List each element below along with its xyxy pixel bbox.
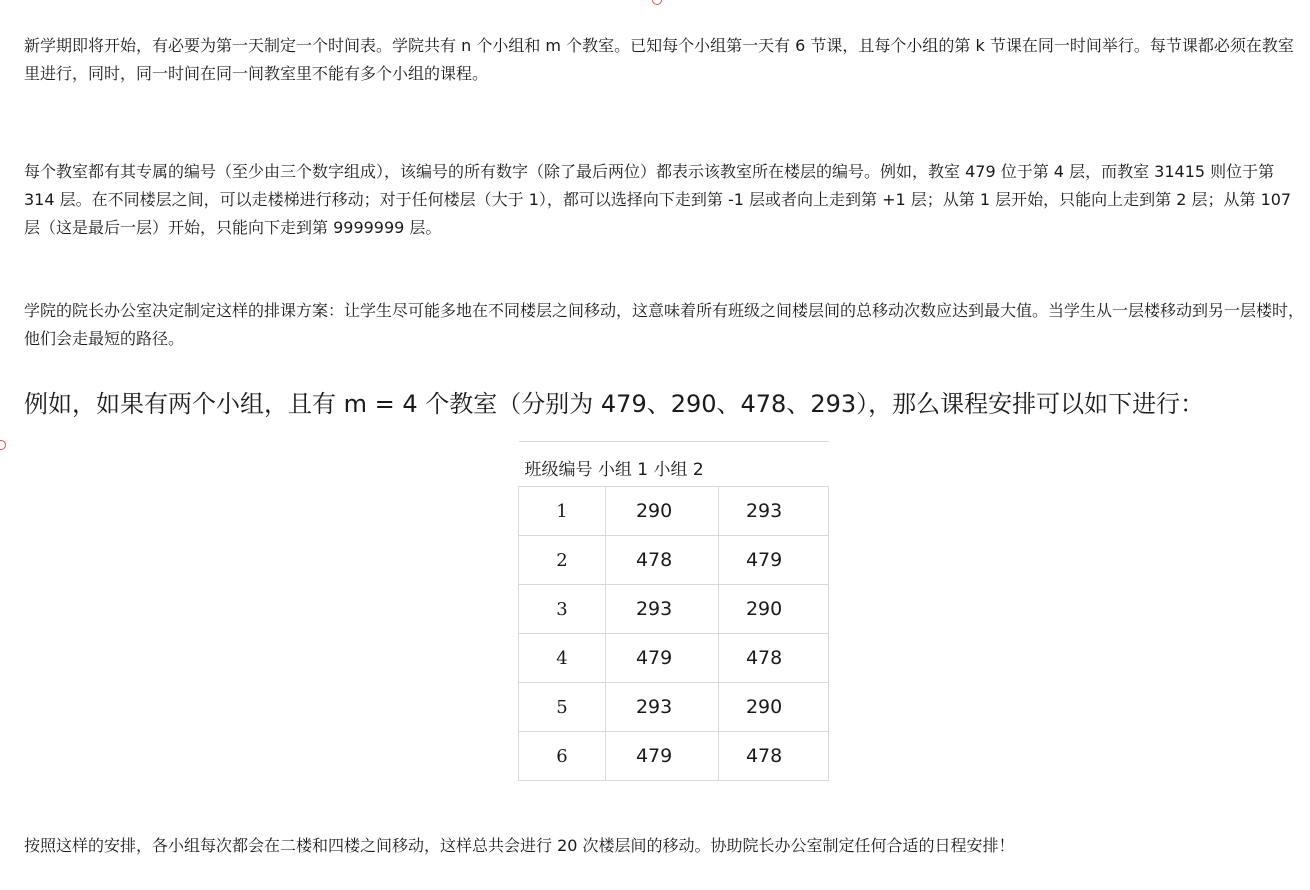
table-header-row xyxy=(519,442,829,487)
group-2-room-cell: 290 xyxy=(718,683,828,732)
group-2-room-cell: 478 xyxy=(718,634,828,683)
table-row xyxy=(519,487,829,536)
class-number-cell: 6 xyxy=(519,732,606,781)
class-number-cell: 3 xyxy=(519,585,606,634)
intro-paragraph: 新学期即将开始，有必要为第一天制定一个时间表。学院共有 n 个小组和 m 个教室。已知每个小组第一天有 6 节课，且每个小组的第 k 节课在同一时间举行。每节课都必须在教室里进行，同时，同一时间在同一间教室里不能有多个小组的课程。 xyxy=(24,36,1294,83)
class-number-cell: 5 xyxy=(519,683,606,732)
room-numbering-paragraph: 每个教室都有其专属的编号（至少由三个数字组成），该编号的所有数字（除了最后两位）都表示该教室所在楼层的编号。例如，教室 479 位于第 4 层，而教室 31415 则位于第 314 层。在不同楼层之间，可以走楼梯进行移动；对于任何楼层（大于 1），都可以选择向下走到第 -1 层或者向上走到第 +1 层；从第 1 层开始，只能向上走到第 2 层；从第 107 层（这是最后一层）开始，只能向下走到第 9999999 层。 xyxy=(24,162,1292,237)
group-1-room-cell: 293 xyxy=(605,585,718,634)
schedule-goal-paragraph: 学院的院长办公室决定制定这样的排课方案：让学生尽可能多地在不同楼层之间移动，这意味着所有班级之间楼层间的总移动次数应达到最大值。当学生从一层楼移动到另一层楼时，他们会走最短的路径。 xyxy=(24,301,1305,348)
group-2-room-cell: 478 xyxy=(718,732,828,781)
class-number-cell: 4 xyxy=(519,634,606,683)
selection-handle-icon[interactable] xyxy=(0,440,6,450)
class-number-cell: 2 xyxy=(519,536,606,585)
group-2-room-cell: 293 xyxy=(718,487,828,536)
group-1-room-cell: 479 xyxy=(605,634,718,683)
table-row xyxy=(519,683,829,732)
table-row xyxy=(519,732,829,781)
example-heading: 例如，如果有两个小组，且有 m = 4 个教室（分别为 479、290、478、293），那么课程安排可以如下进行： xyxy=(24,390,1205,418)
group-2-room-cell: 290 xyxy=(718,585,828,634)
table-header xyxy=(519,442,829,487)
table-row xyxy=(519,536,829,585)
group-1-room-cell: 479 xyxy=(605,732,718,781)
group-1-room-cell: 478 xyxy=(605,536,718,585)
group-1-room-cell: 290 xyxy=(605,487,718,536)
class-number-cell: 1 xyxy=(519,487,606,536)
group-2-room-cell: 479 xyxy=(718,536,828,585)
table-header-text: 班级编号 小组 1 小组 2 xyxy=(524,460,704,480)
schedule-table xyxy=(518,441,829,781)
table-row xyxy=(519,634,829,683)
group-1-room-cell: 293 xyxy=(605,683,718,732)
selection-handle-icon[interactable] xyxy=(652,0,662,5)
table-row xyxy=(519,585,829,634)
conclusion-paragraph: 按照这样的安排，各小组每次都会在二楼和四楼之间移动，这样总共会进行 20 次楼层间的移动。协助院长办公室制定任何合适的日程安排！ xyxy=(24,836,1015,855)
